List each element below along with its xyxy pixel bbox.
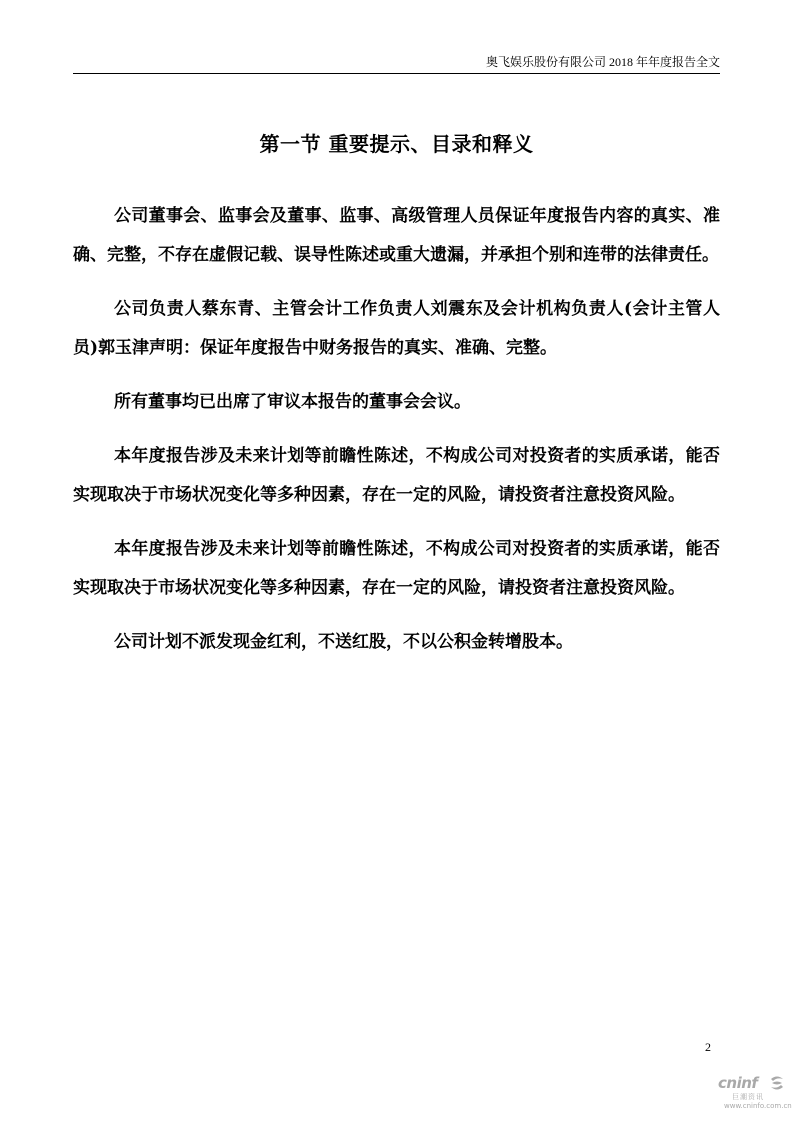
paragraph-board-guarantee: 公司董事会、监事会及董事、监事、高级管理人员保证年度报告内容的真实、准确、完整，不存在虚假记载、误导性陈述或重大遗漏，并承担个别和连带的法律责任。 (73, 206, 720, 265)
paragraph-directors-attendance: 所有董事均已出席了审议本报告的董事会会议。 (114, 392, 471, 412)
watermark-brand: cninf (718, 1074, 758, 1092)
section-title: 第一节 重要提示、目录和释义 (259, 132, 534, 156)
paragraph-dividend-plan: 公司计划不派发现金红利，不送红股，不以公积金转增股本。 (114, 632, 573, 652)
watermark-brand-cn: 巨潮资讯 (732, 1093, 764, 1101)
running-header: 奥飞娱乐股份有限公司 2018 年年度报告全文 (485, 55, 720, 69)
paragraph-financial-statement: 公司负责人蔡东青、主管会计工作负责人刘震东及会计机构负责人(会计主管人员)郭玉津声明：保证年度报告中财务报告的真实、准确、完整。 (73, 299, 720, 358)
paragraph-forward-looking-1: 本年度报告涉及未来计划等前瞻性陈述，不构成公司对投资者的实质承诺，能否实现取决于市场状况变化等多种因素，存在一定的风险，请投资者注意投资风险。 (73, 446, 720, 505)
page-number: 2 (705, 1040, 711, 1054)
paragraph-forward-looking-2: 本年度报告涉及未来计划等前瞻性陈述，不构成公司对投资者的实质承诺，能否实现取决于市场状况变化等多种因素，存在一定的风险，请投资者注意投资风险。 (73, 539, 720, 598)
body-text (73, 197, 720, 677)
cninfo-logo-icon (768, 1074, 786, 1092)
header-rule (73, 73, 720, 74)
cninfo-watermark (718, 1072, 790, 1116)
watermark-url: www.cninfo.com.cn (724, 1102, 792, 1110)
